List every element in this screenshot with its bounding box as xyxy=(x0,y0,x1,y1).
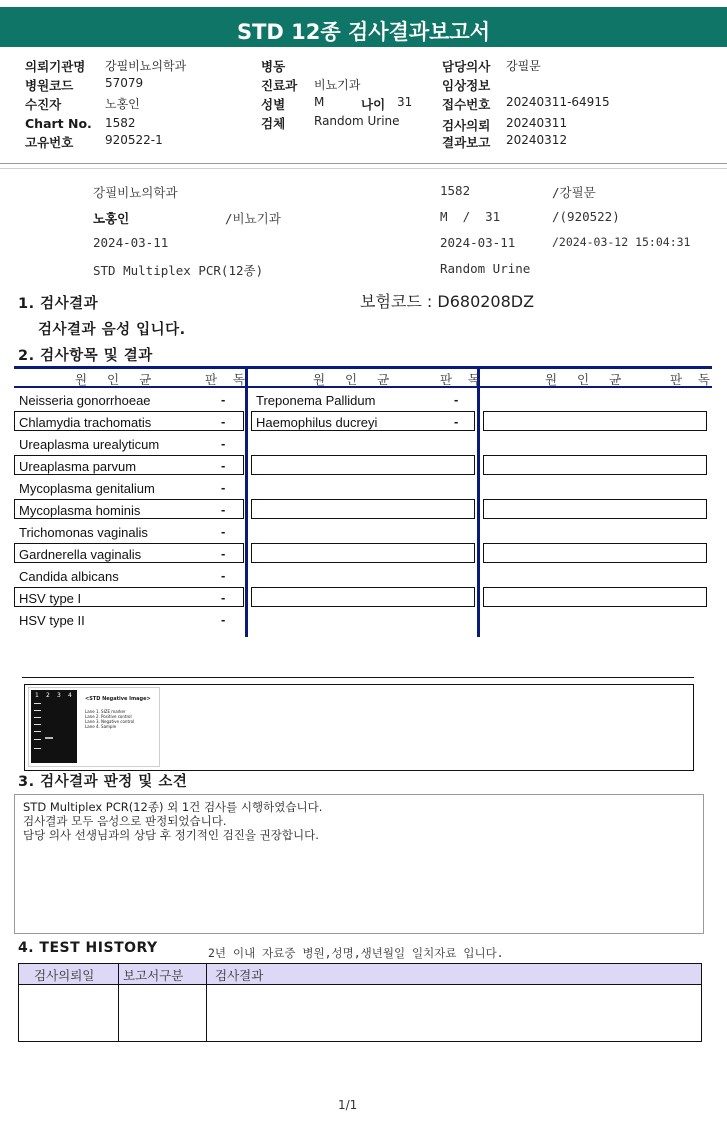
field-label-sex: 성별 xyxy=(261,97,286,112)
col2-organism-header: 원 인 균 xyxy=(313,372,398,387)
result-row-box xyxy=(251,455,475,475)
section1-result-text: 검사결과 음성 입니다. xyxy=(38,322,186,338)
gel-lane-number: 1 xyxy=(35,692,39,699)
field-value-chart-no: 1582 xyxy=(105,116,136,130)
gel-band xyxy=(34,724,41,725)
field-label-request-date: 검사의뢰 xyxy=(442,118,491,133)
result-row-box xyxy=(483,587,707,607)
result-row-box xyxy=(251,499,475,519)
field-value-institution: 강필비뇨의학과 xyxy=(105,59,187,73)
findings-line: STD Multiplex PCR(12종) 외 1건 검사를 시행하였습니다. xyxy=(23,800,323,814)
summary-receipt-date: 2024-03-11 xyxy=(440,235,516,250)
field-label-age: 나이 xyxy=(361,97,386,112)
history-note: 2년 이내 자료중 병원,성명,생년월일 일치자료 입니다. xyxy=(208,946,504,960)
field-label-receipt-no: 접수번호 xyxy=(442,97,491,112)
gel-legend-line: Lane 3. Negative control xyxy=(85,719,135,724)
page-number: 1/1 xyxy=(338,1098,358,1112)
results-table-divider-1 xyxy=(245,369,248,637)
gel-legend-line: Lane 1. SIZE marker xyxy=(85,709,126,714)
field-value-department: 비뇨기과 xyxy=(314,78,361,92)
gel-image-panel xyxy=(28,687,160,767)
gel-band xyxy=(34,739,41,740)
organism-trichomonas-vaginalis: Trichomonas vaginalis xyxy=(19,525,148,540)
summary-test-name: STD Multiplex PCR(12종) xyxy=(93,263,264,278)
insurance-code: 보험코드 : D680208DZ xyxy=(360,292,535,311)
field-value-report-date: 20240312 xyxy=(506,133,568,147)
report-title: STD 12종 검사결과보고서 xyxy=(236,20,490,44)
organism-chlamydia-trachomatis: Chlamydia trachomatis xyxy=(19,415,152,430)
field-value-unique-no: 920522-1 xyxy=(105,133,163,147)
field-value-sex: M xyxy=(314,95,325,109)
gel-lane-number: 3 xyxy=(57,692,61,699)
header-divider xyxy=(0,163,727,164)
summary-id-short: /(920522) xyxy=(552,209,620,224)
history-col-divider xyxy=(206,964,207,1041)
result-row-box xyxy=(251,543,475,563)
section2-title: 2. 검사항목 및 결과 xyxy=(18,348,153,364)
organism-mycoplasma-hominis: Mycoplasma hominis xyxy=(19,503,141,518)
gel-band xyxy=(34,717,41,718)
col3-judge-header: 판 독 xyxy=(670,372,717,387)
result-neisseria-gonorrhoeae: - xyxy=(221,392,226,407)
field-label-report-date: 결과보고 xyxy=(442,135,491,150)
gel-legend-title: <STD Negative Image> xyxy=(85,696,151,702)
report-header-bar xyxy=(0,7,727,47)
result-row-box xyxy=(483,411,707,431)
col1-organism-header: 원 인 균 xyxy=(75,372,160,387)
summary-request-date: 2024-03-11 xyxy=(93,235,169,250)
col3-organism-header: 원 인 균 xyxy=(545,372,630,387)
organism-candida-albicans: Candida albicans xyxy=(19,569,119,584)
summary-report-datetime: /2024-03-12 15:04:31 xyxy=(552,235,691,249)
summary-department: /비뇨기과 xyxy=(225,211,281,226)
result-hsv-type-2: - xyxy=(221,612,226,627)
summary-specimen: Random Urine xyxy=(440,261,531,276)
result-mycoplasma-hominis: - xyxy=(221,502,226,517)
field-value-request-date: 20240311 xyxy=(506,116,568,130)
result-row-box xyxy=(483,455,707,475)
organism-hsv-type-1: HSV type I xyxy=(19,591,82,606)
result-candida-albicans: - xyxy=(221,568,226,583)
summary-patient-name: 노홍인 xyxy=(93,211,130,226)
field-value-hospital-code: 57079 xyxy=(105,76,144,90)
result-row-box xyxy=(483,543,707,563)
col1-judge-header: 판 독 xyxy=(205,372,252,387)
findings-line: 검사결과 모두 음성으로 판정되었습니다. xyxy=(23,814,227,828)
gel-band xyxy=(45,737,53,739)
organism-haemophilus-ducreyi: Haemophilus ducreyi xyxy=(256,415,378,430)
organism-hsv-type-2: HSV type II xyxy=(19,613,85,628)
history-header-report-type: 보고서구분 xyxy=(123,968,184,983)
organism-treponema-pallidum: Treponema Pallidum xyxy=(256,393,376,408)
history-header-result: 검사결과 xyxy=(215,968,264,983)
result-gardnerella-vaginalis: - xyxy=(221,546,226,561)
gel-lane-number: 4 xyxy=(68,692,72,699)
field-label-unique-no: 고유번호 xyxy=(25,135,74,150)
organism-ureaplasma-urealyticum: Ureaplasma urealyticum xyxy=(19,437,160,452)
field-label-ward: 병동 xyxy=(261,59,286,74)
field-label-institution: 의뢰기관명 xyxy=(25,59,86,74)
gel-photo xyxy=(31,690,77,763)
result-ureaplasma-urealyticum: - xyxy=(221,436,226,451)
gel-lane-number: 2 xyxy=(46,692,50,699)
result-treponema-pallidum: - xyxy=(454,392,459,407)
field-label-clinical-info: 임상정보 xyxy=(442,78,491,93)
organism-gardnerella-vaginalis: Gardnerella vaginalis xyxy=(19,547,142,562)
result-haemophilus-ducreyi: - xyxy=(454,414,459,429)
test-history-table xyxy=(18,963,702,1042)
field-value-specimen: Random Urine xyxy=(314,114,400,128)
result-trichomonas-vaginalis: - xyxy=(221,524,226,539)
gel-legend-line: Lane 4. Sample xyxy=(85,724,117,729)
section1-title: 1. 검사결과 xyxy=(18,296,99,312)
header-divider-shadow xyxy=(0,168,727,169)
history-header-request-date: 검사의뢰일 xyxy=(34,968,95,983)
gel-band xyxy=(34,710,41,711)
field-value-receipt-no: 20240311-64915 xyxy=(506,95,610,109)
field-label-chart-no: Chart No. xyxy=(25,116,92,131)
gel-band xyxy=(34,731,41,732)
field-label-specimen: 검체 xyxy=(261,116,286,131)
summary-sex-age: M / 31 xyxy=(440,209,501,224)
results-table-divider-2 xyxy=(477,369,480,637)
gel-band xyxy=(34,703,41,704)
section4-title: 4. TEST HISTORY xyxy=(18,940,158,956)
gel-band xyxy=(34,748,41,749)
history-col-divider xyxy=(118,964,119,1041)
field-label-department: 진료과 xyxy=(261,78,298,93)
organism-neisseria-gonorrhoeae: Neisseria gonorrhoeae xyxy=(19,393,151,408)
findings-line: 담당 의사 선생님과의 상담 후 정기적인 검진을 권장합니다. xyxy=(23,828,319,842)
history-header-row xyxy=(19,964,701,985)
result-ureaplasma-parvum: - xyxy=(221,458,226,473)
organism-mycoplasma-genitalium: Mycoplasma genitalium xyxy=(19,481,155,496)
gel-legend-line: Lane 2. Positive control xyxy=(85,714,132,719)
organism-ureaplasma-parvum: Ureaplasma parvum xyxy=(19,459,137,474)
findings-box xyxy=(14,794,704,934)
result-hsv-type-1: - xyxy=(221,590,226,605)
summary-hospital: 강필비뇨의학과 xyxy=(93,185,178,200)
field-value-age: 31 xyxy=(397,95,413,109)
gel-section-rule xyxy=(22,677,694,678)
field-label-patient: 수진자 xyxy=(25,97,62,112)
field-value-doctor: 강필문 xyxy=(506,59,541,73)
field-label-hospital-code: 병원코드 xyxy=(25,78,74,93)
summary-chart-no: 1582 xyxy=(440,183,471,198)
field-label-doctor: 담당의사 xyxy=(442,59,491,74)
section3-title: 3. 검사결과 판정 및 소견 xyxy=(18,774,188,790)
results-table-top-border xyxy=(14,366,712,369)
result-mycoplasma-genitalium: - xyxy=(221,480,226,495)
field-value-patient: 노홍인 xyxy=(105,97,140,111)
result-row-box xyxy=(483,499,707,519)
result-row-box xyxy=(251,587,475,607)
col2-judge-header: 판 독 xyxy=(440,372,487,387)
summary-doctor: /강필문 xyxy=(552,185,596,200)
result-chlamydia-trachomatis: - xyxy=(221,414,226,429)
